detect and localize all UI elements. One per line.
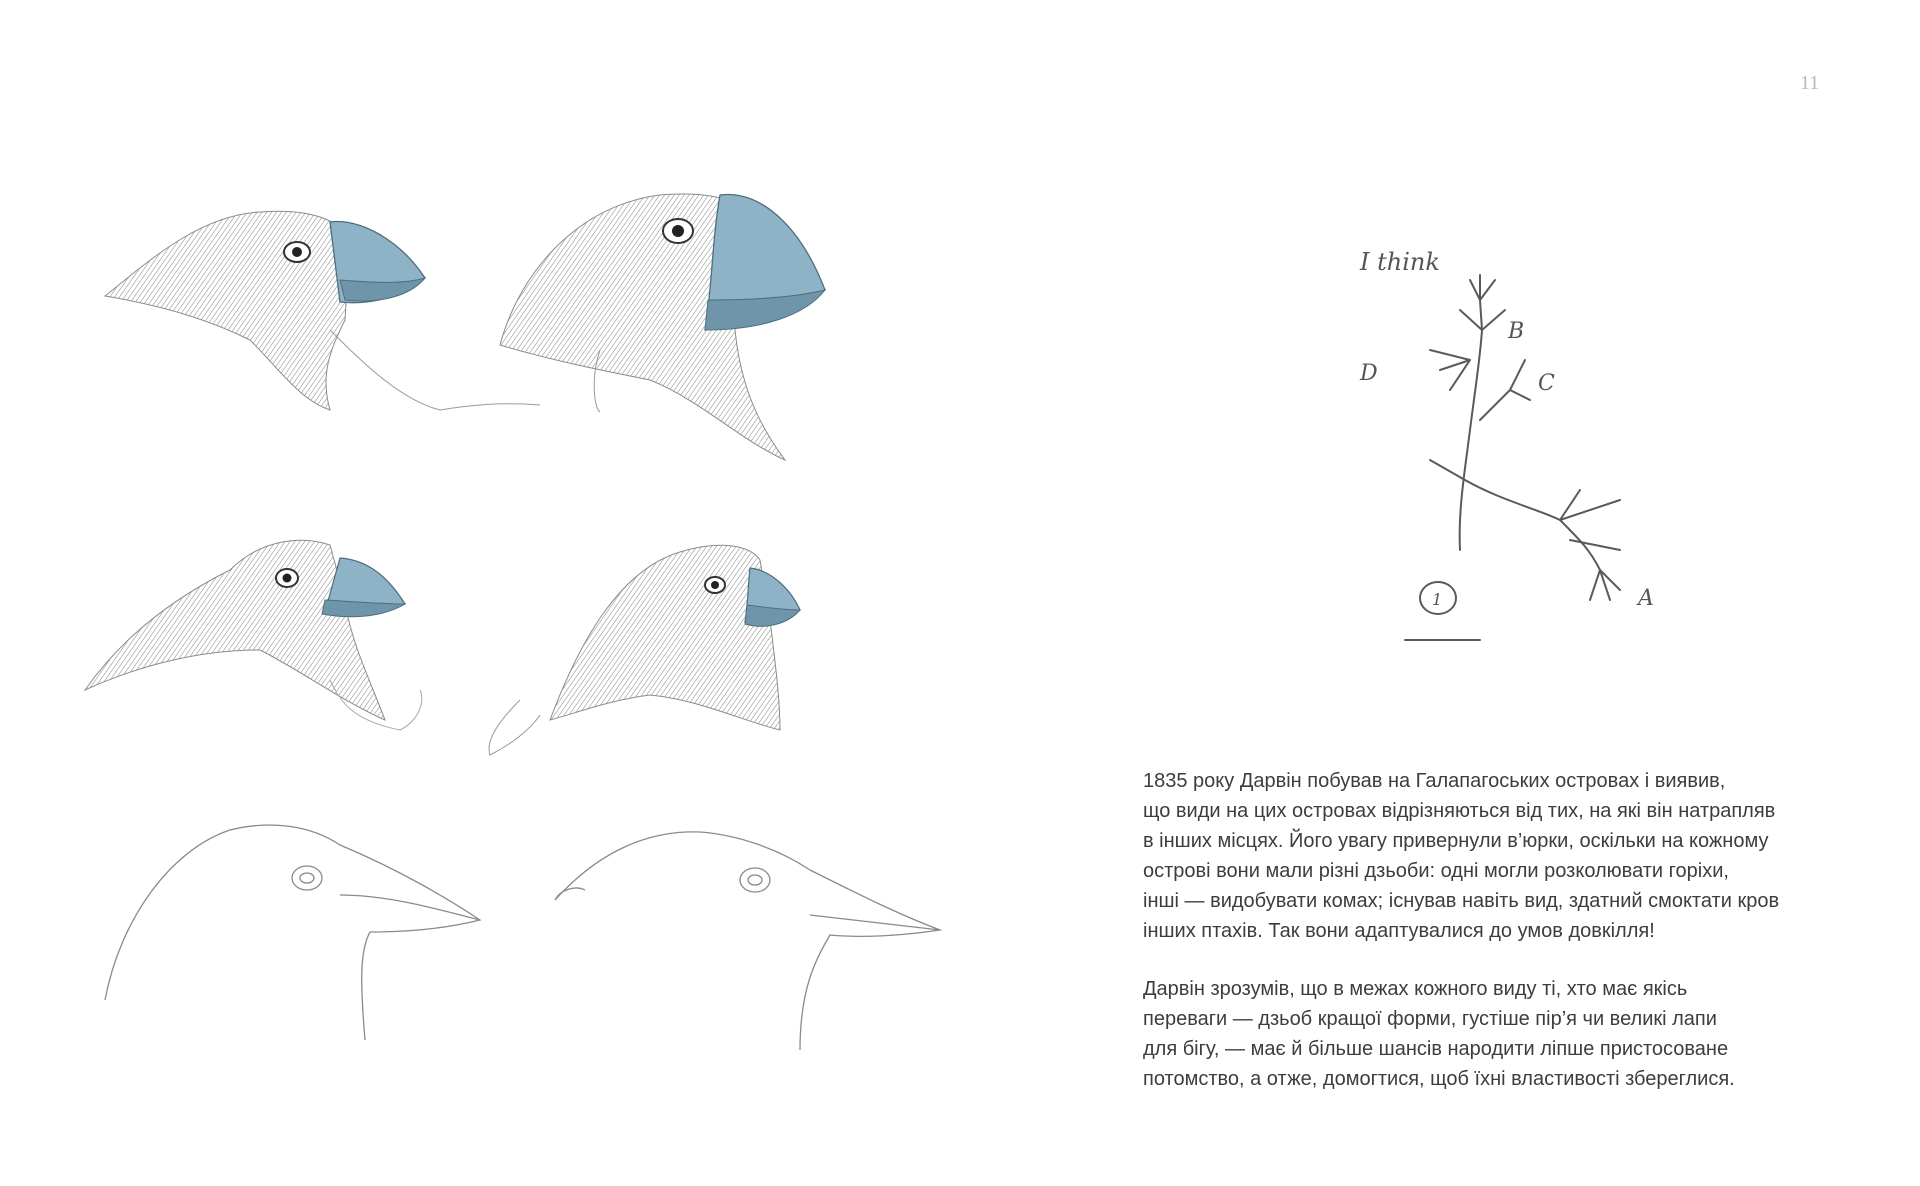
- page-number: 11: [1800, 72, 1820, 94]
- paragraph-1-line: 1835 року Дарвін побував на Галапагоських островах і виявив,: [1143, 770, 1726, 792]
- body-text: [1143, 766, 1843, 1122]
- sketch-caption: I think: [1360, 248, 1440, 276]
- paragraph-1-line: що види на цих островах відрізняються від тих, на які він натрапляв: [1143, 800, 1776, 822]
- finch-outline-2: [555, 832, 940, 1050]
- finch-head-3: [85, 540, 422, 730]
- paragraph-1-line: в інших місцях. Його увагу привернули в’юрки, оскільки на кожному: [1143, 830, 1769, 852]
- sketch-label-d: D: [1360, 361, 1378, 386]
- paragraph-2-line: потомство, а отже, домогтися, щоб їхні властивості збереглися.: [1143, 1068, 1735, 1090]
- sketch-label-b: B: [1508, 319, 1525, 344]
- finch-outline-1: [105, 825, 480, 1040]
- paragraph-2: [1143, 974, 1843, 1094]
- finch-head-1: [105, 211, 540, 410]
- sketch-label-c: C: [1538, 371, 1555, 396]
- paragraph-1-line: інших птахів. Так вони адаптувалися до умов довкілля!: [1143, 920, 1655, 942]
- finch-head-4: [489, 545, 800, 755]
- paragraph-2-line: для бігу, — має й більше шансів народити ліпше пристосоване: [1143, 1038, 1729, 1060]
- paragraph-1: [1143, 766, 1843, 946]
- tree-of-life-sketch: [1320, 220, 1740, 660]
- paragraph-1-line: інші — видобувати комах; існував навіть вид, здатний смоктати кров: [1143, 890, 1780, 912]
- paragraph-2-line: переваги — дзьоб кращої форми, густіше пір’я чи великі лапи: [1143, 1008, 1717, 1030]
- finch-head-2: [500, 194, 825, 460]
- paragraph-2-line: Дарвін зрозумів, що в межах кожного виду ті, хто має якісь: [1143, 978, 1688, 1000]
- sketch-label-a: A: [1638, 586, 1654, 611]
- paragraph-1-line: острові вони мали різні дзьоби: одні могли розколювати горіхи,: [1143, 860, 1729, 882]
- sketch-label-1: 1: [1432, 590, 1443, 609]
